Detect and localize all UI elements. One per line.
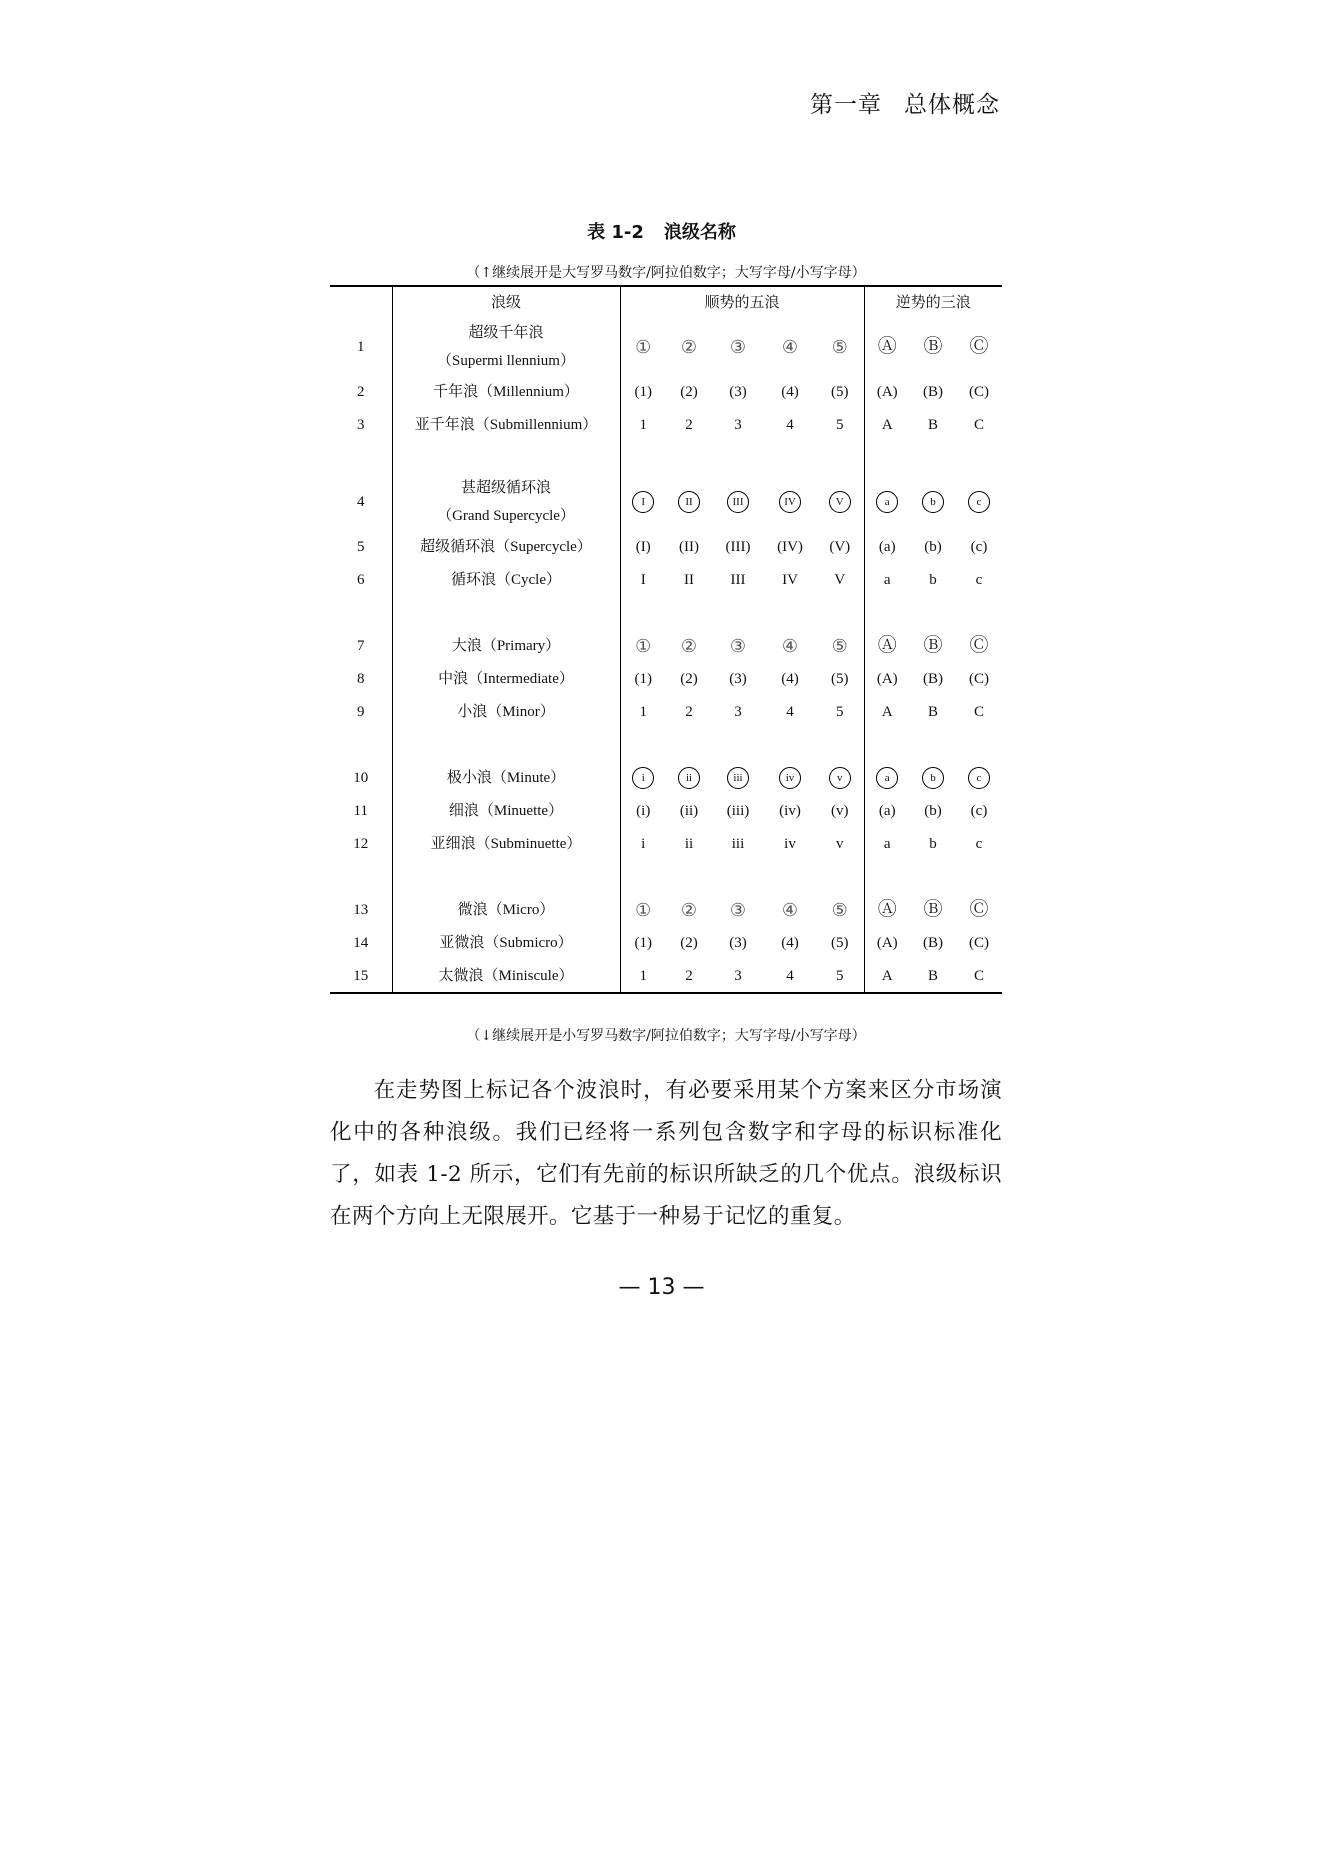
five-wave-cell: ③ [729, 635, 747, 656]
five-wave-cell: (iv) [779, 802, 801, 819]
five-wave-cell: (5) [816, 375, 864, 408]
three-wave-cell: (C) [969, 670, 989, 687]
three-wave-cell: C [973, 416, 984, 433]
five-wave-cell: (iii) [726, 802, 750, 819]
gap-cell [620, 860, 666, 893]
gap-cell [910, 596, 956, 629]
three-wave-cell: Ⓒ [969, 898, 989, 920]
three-wave-cell: (A) [876, 670, 898, 687]
gap-cell [910, 860, 956, 893]
circled-mark: v [829, 767, 851, 789]
gap-cell [712, 860, 764, 893]
three-wave-cell: (C) [969, 383, 989, 400]
five-wave-cell: (1) [634, 383, 652, 400]
gap-cell [864, 860, 910, 893]
five-wave-cell: (4) [781, 670, 799, 687]
three-wave-cell: b [929, 835, 937, 852]
table-header-row [330, 286, 1002, 319]
table-row [330, 662, 1002, 695]
gap-cell [330, 596, 392, 629]
three-wave-cell: (C) [969, 934, 989, 951]
five-wave-cell: 1 [639, 416, 647, 433]
table-row [330, 563, 1002, 596]
five-wave-cell: ② [680, 899, 698, 920]
row-degree-line2: （Grand Supercycle） [437, 508, 575, 524]
header-degree: 浪级 [392, 286, 620, 319]
row-degree: 亚千年浪（Submillennium） [392, 408, 620, 441]
gap-cell [666, 596, 712, 629]
table-row [330, 827, 1002, 860]
three-wave-cell [910, 761, 956, 794]
gap-cell [816, 728, 864, 761]
three-wave-cell: Ⓑ [923, 336, 943, 357]
three-wave-cell: (A) [876, 383, 898, 400]
five-wave-cell: III [730, 571, 746, 588]
gap-cell [764, 728, 816, 761]
five-wave-cell [816, 474, 864, 530]
three-wave-cell: (B) [923, 934, 943, 951]
five-wave-cell: ⑤ [816, 319, 864, 375]
header-three-wave: 逆势的三浪 [895, 295, 971, 311]
three-wave-cell [956, 761, 1002, 794]
gap-cell [816, 441, 864, 474]
three-wave-cell: A [881, 967, 893, 984]
row-number: 1 [330, 319, 392, 375]
gap-cell [864, 596, 910, 629]
three-wave-cell: Ⓒ [969, 634, 989, 656]
row-degree: 太微浪（Miniscule） [392, 959, 620, 993]
three-wave-cell: (B) [923, 670, 943, 687]
five-wave-cell [816, 761, 864, 794]
five-wave-cell: (1) [634, 670, 652, 687]
five-wave-cell [620, 474, 666, 530]
five-wave-cell: ④ [781, 337, 799, 357]
three-wave-cell: (b) [924, 802, 942, 819]
page-number: — 13 — [618, 1275, 705, 1300]
table-row [330, 530, 1002, 563]
chapter-header [810, 86, 1000, 119]
five-wave-cell [666, 761, 712, 794]
row-degree [392, 319, 620, 375]
row-number: 8 [330, 662, 392, 695]
row-degree-line1: 甚超级循环浪 [460, 480, 551, 496]
five-wave-cell: (3) [729, 670, 747, 687]
gap-cell [620, 441, 666, 474]
five-wave-cell: (II) [679, 538, 699, 555]
circled-mark: b [922, 767, 944, 789]
row-degree: 超级循环浪（Supercycle） [392, 530, 620, 563]
gap-cell [864, 728, 910, 761]
five-wave-cell [712, 474, 764, 530]
table-caption [0, 218, 1323, 244]
gap-cell [910, 728, 956, 761]
table-label: 表 1-2 [587, 222, 644, 243]
table-gap-row [330, 441, 1002, 474]
gap-cell [764, 860, 816, 893]
three-wave-cell: (A) [876, 934, 898, 951]
table-note-bottom: （↓继续展开是小写罗马数字/阿拉伯数字；大写字母/小写字母） [466, 1028, 866, 1044]
gap-cell [956, 441, 1002, 474]
row-degree: 中浪（Intermediate） [392, 662, 620, 695]
five-wave-cell: 5 [816, 959, 864, 993]
three-wave-cell: Ⓒ [969, 336, 989, 357]
gap-cell [764, 441, 816, 474]
three-wave-cell: Ⓑ [923, 634, 943, 656]
chapter-number: 第一章 [810, 92, 882, 118]
wave-degree-table [330, 285, 1002, 994]
row-number: 14 [330, 926, 392, 959]
five-wave-cell: 5 [816, 408, 864, 441]
five-wave-cell: 3 [734, 967, 742, 984]
row-degree: 小浪（Minor） [392, 695, 620, 728]
row-degree: 千年浪（Millennium） [392, 375, 620, 408]
row-number: 9 [330, 695, 392, 728]
circled-mark: iii [727, 767, 749, 789]
gap-cell [816, 860, 864, 893]
gap-cell [712, 596, 764, 629]
row-number: 4 [330, 474, 392, 530]
gap-cell [864, 441, 910, 474]
circled-mark: ii [678, 767, 700, 789]
five-wave-cell: ③ [729, 337, 747, 357]
circled-mark: V [829, 491, 851, 513]
chapter-title: 总体概念 [904, 92, 1000, 118]
three-wave-cell [864, 474, 910, 530]
circled-mark: II [678, 491, 700, 513]
three-wave-cell: Ⓐ [877, 898, 897, 920]
five-wave-cell: (v) [816, 794, 864, 827]
three-wave-cell: Ⓑ [923, 898, 943, 920]
body-paragraph-text: 在走势图上标记各个波浪时，有必要采用某个方案来区分市场演化中的各种浪级。我们已经将一系列包含数字和字母的标识标准化了，如表 1-2 所示，它们有先前的标识所缺乏的几个优点。浪级标识在两个方向上无限展开。它基于一种易于记忆的重复。 [330, 1078, 1002, 1229]
gap-cell [620, 596, 666, 629]
row-degree: 微浪（Micro） [392, 893, 620, 926]
three-wave-cell: c [975, 571, 983, 588]
five-wave-cell: (4) [781, 383, 799, 400]
five-wave-cell [666, 474, 712, 530]
five-wave-cell: iv [784, 835, 796, 852]
five-wave-cell: II [684, 571, 694, 588]
table-gap-row [330, 596, 1002, 629]
table-row [330, 319, 1002, 375]
five-wave-cell: V [816, 563, 864, 596]
five-wave-cell: ④ [781, 635, 799, 656]
five-wave-cell: 4 [786, 967, 794, 984]
gap-cell [712, 441, 764, 474]
five-wave-cell [712, 761, 764, 794]
three-wave-cell: (B) [923, 383, 943, 400]
gap-cell [666, 728, 712, 761]
row-degree: 大浪（Primary） [392, 629, 620, 662]
gap-cell [764, 596, 816, 629]
table-row [330, 959, 1002, 993]
header-five-wave: 顺势的五浪 [620, 286, 864, 319]
gap-cell [956, 860, 1002, 893]
five-wave-cell [620, 761, 666, 794]
row-number: 2 [330, 375, 392, 408]
three-wave-cell [956, 474, 1002, 530]
row-degree: 循环浪（Cycle） [392, 563, 620, 596]
table-row [330, 408, 1002, 441]
five-wave-cell: 5 [816, 695, 864, 728]
table-row [330, 893, 1002, 926]
row-number: 13 [330, 893, 392, 926]
five-wave-cell: 2 [685, 703, 693, 720]
header-num-cell [330, 286, 392, 319]
three-wave-cell: A [881, 416, 893, 433]
gap-cell [392, 860, 620, 893]
five-wave-cell: ① [635, 337, 652, 357]
row-degree [392, 474, 620, 530]
three-wave-cell: C [973, 703, 984, 720]
three-wave-cell: b [929, 571, 937, 588]
row-degree: 亚细浪（Subminuette） [392, 827, 620, 860]
row-number: 6 [330, 563, 392, 596]
five-wave-cell: i [641, 835, 646, 852]
five-wave-cell: 4 [786, 703, 794, 720]
row-degree-line1: 超级千年浪 [468, 325, 544, 341]
circled-mark: b [922, 491, 944, 513]
three-wave-cell: Ⓐ [877, 336, 897, 357]
five-wave-cell: I [640, 571, 646, 588]
circled-mark: IV [779, 491, 801, 513]
five-wave-cell: ⑤ [816, 893, 864, 926]
circled-mark: c [968, 491, 990, 513]
five-wave-cell: (5) [816, 662, 864, 695]
row-number: 7 [330, 629, 392, 662]
table-title: 浪级名称 [663, 222, 736, 243]
gap-cell [910, 441, 956, 474]
three-wave-cell: (c) [970, 538, 988, 555]
gap-cell [330, 728, 392, 761]
three-wave-cell: a [883, 835, 891, 852]
row-degree-line2: （Supermi llennium） [437, 353, 575, 369]
five-wave-cell: (I) [635, 538, 651, 555]
table-row [330, 761, 1002, 794]
row-number: 3 [330, 408, 392, 441]
five-wave-cell: (V) [816, 530, 864, 563]
five-wave-cell: ④ [781, 899, 799, 920]
five-wave-cell: 4 [786, 416, 794, 433]
three-wave-cell: C [973, 967, 984, 984]
row-number: 5 [330, 530, 392, 563]
five-wave-cell: 3 [734, 416, 742, 433]
three-wave-cell: B [927, 703, 938, 720]
table-row [330, 926, 1002, 959]
three-wave-cell [910, 474, 956, 530]
three-wave-cell: (b) [924, 538, 942, 555]
gap-cell [956, 596, 1002, 629]
five-wave-cell: 1 [639, 967, 647, 984]
gap-cell [666, 860, 712, 893]
five-wave-cell: ii [684, 835, 694, 852]
circled-mark: i [632, 767, 654, 789]
circled-mark: a [876, 491, 898, 513]
gap-cell [666, 441, 712, 474]
gap-cell [712, 728, 764, 761]
circled-mark: iv [779, 767, 801, 789]
five-wave-cell: 2 [685, 967, 693, 984]
row-degree: 细浪（Minuette） [392, 794, 620, 827]
five-wave-cell [764, 474, 816, 530]
gap-cell [392, 596, 620, 629]
gap-cell [392, 728, 620, 761]
five-wave-cell: (2) [680, 383, 698, 400]
five-wave-cell: 2 [685, 416, 693, 433]
five-wave-cell: (2) [680, 934, 698, 951]
five-wave-cell: (i) [636, 802, 651, 819]
three-wave-cell: c [975, 835, 983, 852]
five-wave-cell: (2) [680, 670, 698, 687]
three-wave-cell: a [883, 571, 891, 588]
five-wave-cell: 3 [734, 703, 742, 720]
gap-cell [392, 441, 620, 474]
three-wave-cell: B [927, 967, 938, 984]
five-wave-cell: 1 [639, 703, 647, 720]
row-number: 10 [330, 761, 392, 794]
table-gap-row [330, 728, 1002, 761]
five-wave-cell: IV [782, 571, 798, 588]
five-wave-cell: ① [635, 635, 652, 656]
gap-cell [330, 441, 392, 474]
table-note-top: （↑继续展开是大写罗马数字/阿拉伯数字；大写字母/小写字母） [466, 265, 866, 281]
five-wave-cell: (ii) [679, 802, 699, 819]
five-wave-cell: ③ [729, 899, 747, 920]
three-wave-cell: B [927, 416, 938, 433]
table-gap-row [330, 860, 1002, 893]
three-wave-cell: (a) [878, 538, 896, 555]
gap-cell [330, 860, 392, 893]
five-wave-cell: (III) [725, 538, 751, 555]
row-degree: 亚微浪（Submicro） [392, 926, 620, 959]
circled-mark: I [632, 491, 654, 513]
gap-cell [620, 728, 666, 761]
table-row [330, 375, 1002, 408]
five-wave-cell: v [816, 827, 864, 860]
circled-mark: III [727, 491, 749, 513]
table-row [330, 794, 1002, 827]
five-wave-cell: (4) [781, 934, 799, 951]
row-number: 11 [330, 794, 392, 827]
gap-cell [956, 728, 1002, 761]
row-degree: 极小浪（Minute） [392, 761, 620, 794]
five-wave-cell: (3) [729, 383, 747, 400]
gap-cell [816, 596, 864, 629]
three-wave-cell: A [881, 703, 893, 720]
five-wave-cell: ① [635, 899, 652, 920]
table-row [330, 695, 1002, 728]
row-number: 15 [330, 959, 392, 993]
circled-mark: a [876, 767, 898, 789]
five-wave-cell: (3) [729, 934, 747, 951]
three-wave-cell [864, 761, 910, 794]
table-row [330, 629, 1002, 662]
five-wave-cell: ② [680, 337, 698, 357]
three-wave-cell: (c) [970, 802, 988, 819]
five-wave-cell: (5) [816, 926, 864, 959]
three-wave-cell: Ⓐ [877, 634, 897, 656]
five-wave-cell [764, 761, 816, 794]
row-number: 12 [330, 827, 392, 860]
body-paragraph [330, 1070, 1002, 1238]
five-wave-cell: ② [680, 635, 698, 656]
five-wave-cell: (IV) [777, 538, 803, 555]
five-wave-cell: iii [731, 835, 745, 852]
five-wave-cell: ⑤ [816, 629, 864, 662]
three-wave-cell: (a) [878, 802, 896, 819]
five-wave-cell: (1) [634, 934, 652, 951]
table-row [330, 474, 1002, 530]
circled-mark: c [968, 767, 990, 789]
